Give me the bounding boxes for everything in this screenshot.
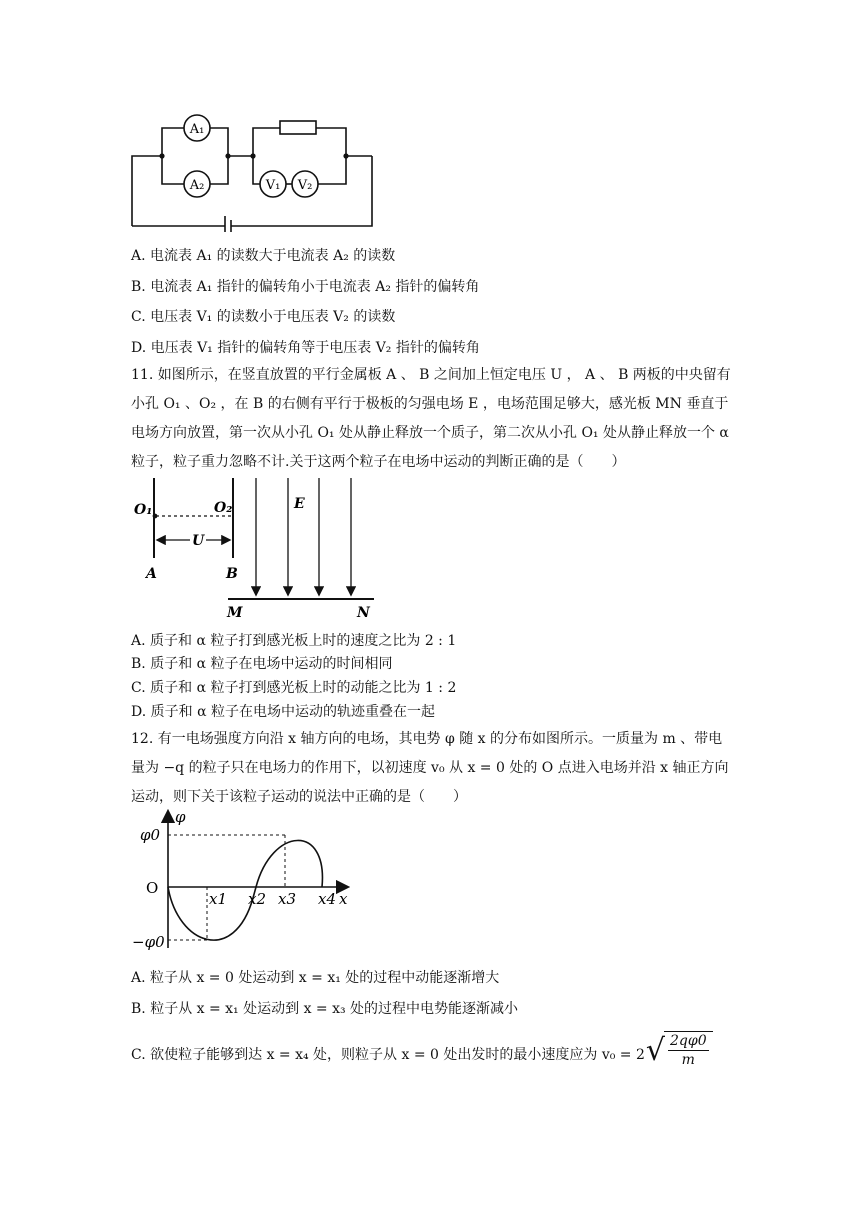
x1-label: x1 <box>209 890 228 908</box>
q10-option-a: A. 电流表 A₁ 的读数大于电流表 A₂ 的读数 <box>131 248 396 264</box>
o2-label: O₂ <box>214 500 233 516</box>
q10-option-b: B. 电流表 A₁ 指针的偏转角小于电流表 A₂ 指针的偏转角 <box>131 279 480 295</box>
ammeter-a1-label: A₁ <box>189 122 205 137</box>
circuit-diagram <box>128 110 378 232</box>
q12-option-a: A. 粒子从 x = 0 处运动到 x = x₁ 处的过程中动能逐渐增大 <box>131 970 500 986</box>
neg-phi0-label: −φ0 <box>132 933 165 951</box>
o1-label: O₁ <box>134 502 153 518</box>
q10-option-c: C. 电压表 V₁ 的读数小于电压表 V₂ 的读数 <box>131 309 396 325</box>
plate-b-label: B <box>226 566 238 582</box>
q12-option-c-text: C. 欲使粒子能够到达 x = x₄ 处，则粒子从 x = 0 处出发时的最小速度应为 v₀ = 2 <box>131 1047 645 1063</box>
x-axis-label: x <box>339 890 348 908</box>
u-label: U <box>192 533 205 549</box>
x4-label: x4 <box>318 890 337 908</box>
q11-option-c: C. 质子和 α 粒子打到感光板上时的动能之比为 1 : 2 <box>131 680 457 696</box>
phi-axis-label: φ <box>175 808 186 826</box>
sqrt-expression <box>646 1031 713 1071</box>
x2-label: x2 <box>248 890 267 908</box>
x3-label: x3 <box>278 890 297 908</box>
q11-option-a: A. 质子和 α 粒子打到感光板上时的速度之比为 2 : 1 <box>131 633 457 649</box>
fraction-denominator: m <box>681 1052 695 1068</box>
q12-stem: 12. 有一电场强度方向沿 x 轴方向的电场，其电势 φ 随 x 的分布如图所示。一质量为 m 、带电量为 −q 的粒子只在电场力的作用下，以初速度 v₀ 从 x = 0 处的 O 点进入电场并沿 x 轴正方向运动，则下关于该粒子运动的说法中正确的是（ ） <box>131 731 729 805</box>
voltmeter-v1-label: V₁ <box>265 178 281 193</box>
fraction-numerator: 2qφ0 <box>670 1033 707 1049</box>
ammeter-a2-label: A₂ <box>189 178 205 193</box>
q11-stem: 11. 如图所示，在竖直放置的平行金属板 A 、 B 之间加上恒定电压 U ， A 、 B 两板的中央留有小孔 O₁ 、O₂ ，在 B 的右侧有平行于极板的匀强电场 E ，电场范围足够大，感光板 MN 垂直于电场方向放置，第一次从小孔 O₁ 处从静止释放一个质子，第二次从小孔 O₁ 处从静止释放一个 α 粒子，粒子重力忽略不计.关于这两个粒子在电场中运动的判断正确的是（ ） <box>131 367 731 470</box>
q11-option-b: B. 质子和 α 粒子在电场中运动的时间相同 <box>131 656 393 672</box>
sqrt-fraction <box>664 1031 713 1071</box>
origin-label: O <box>146 879 159 897</box>
phi0-label: φ0 <box>140 826 161 844</box>
q12-option-c <box>131 1031 713 1071</box>
q10-option-d: D. 电压表 V₁ 指针的偏转角等于电压表 V₂ 指针的偏转角 <box>131 340 480 356</box>
q11-option-d: D. 质子和 α 粒子在电场中运动的轨迹重叠在一起 <box>131 704 435 720</box>
field-e-label: E <box>294 496 305 512</box>
voltmeter-v2-label: V₂ <box>297 178 313 193</box>
capacitor-field-diagram <box>132 474 382 622</box>
q12-option-b: B. 粒子从 x = x₁ 处运动到 x = x₃ 处的过程中电势能逐渐减小 <box>131 1001 519 1017</box>
potential-graph <box>132 806 357 952</box>
m-label: M <box>227 605 243 621</box>
sqrt-sign: √ <box>645 1033 666 1068</box>
n-label: N <box>357 605 370 621</box>
plate-a-label: A <box>146 566 157 582</box>
